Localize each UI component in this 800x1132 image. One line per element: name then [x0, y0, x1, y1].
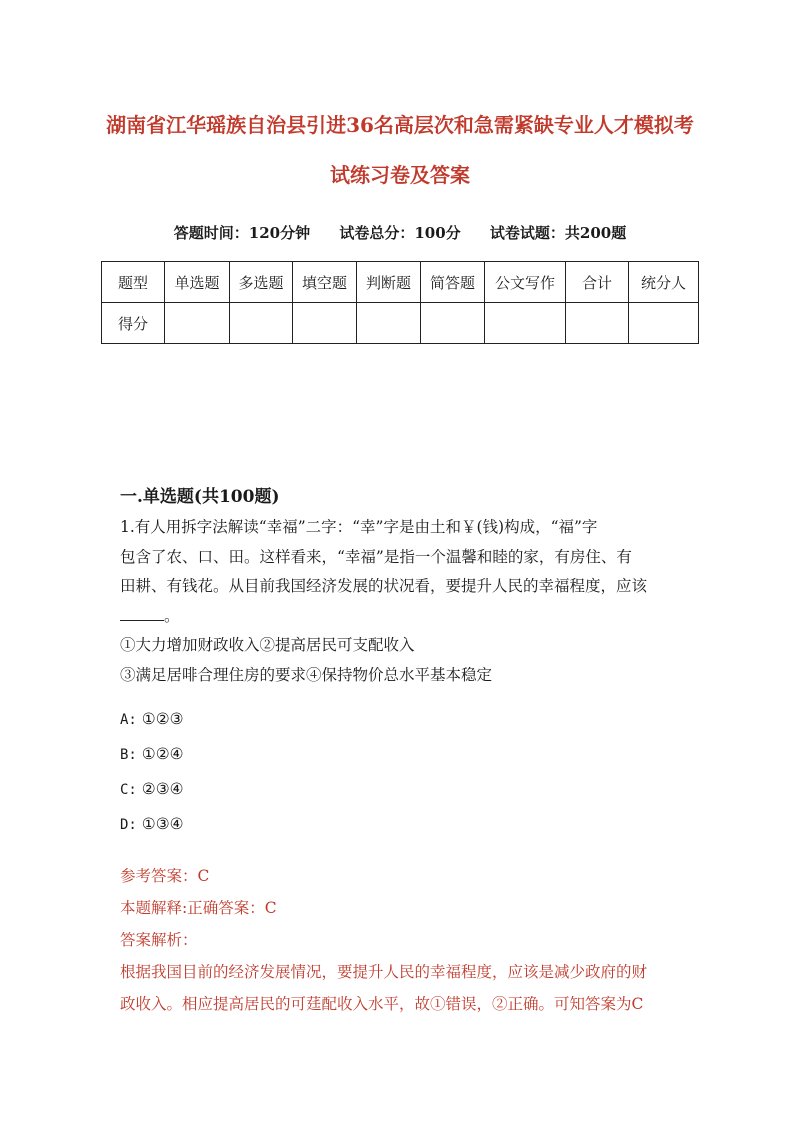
score-cell	[165, 303, 230, 344]
header-cell: 多选题	[230, 262, 293, 303]
option-key: B:	[120, 747, 137, 763]
option-key: A:	[120, 712, 137, 728]
score-cell	[357, 303, 421, 344]
score-cell	[629, 303, 699, 344]
question-text-line: 包含了农、口、田。这样看来，“幸福”是指一个温馨和睦的家，有房住、有	[120, 547, 632, 566]
question-end-mark: 。	[164, 606, 180, 625]
option-text: ①③④	[141, 815, 184, 833]
exam-meta	[0, 222, 800, 243]
analysis-line: 根据我国目前的经济发展情况，要提升人民的幸福程度，应该是减少政府的财	[120, 963, 648, 981]
exam-title	[0, 100, 800, 200]
exam-total-score: 试卷总分：100分	[339, 224, 461, 242]
option-c	[120, 772, 183, 807]
option-text: ②③④	[141, 780, 184, 798]
header-cell: 判断题	[357, 262, 421, 303]
question-options	[120, 702, 183, 842]
option-d	[120, 807, 183, 842]
score-row-label: 得分	[102, 303, 165, 344]
score-table	[101, 261, 699, 344]
score-table-header-row	[102, 262, 699, 303]
header-cell: 填空题	[293, 262, 357, 303]
analysis-line: 政收入。相应提高居民的可莛配收入水平，故①错误，②正确。可知答案为C	[120, 995, 644, 1013]
score-cell	[485, 303, 566, 344]
score-table-score-row	[102, 303, 699, 344]
question-statement: ③满足居啡合理住房的要求④保持物价总水平基本稳定	[120, 665, 493, 684]
reference-answer: 参考答案：C	[120, 867, 210, 885]
question-text-line: 1.有人用拆字法解读“幸福”二字：“幸”字是由土和￥(钱)构成，“福”字	[120, 518, 598, 536]
header-cell: 简答题	[421, 262, 485, 303]
header-cell: 单选题	[165, 262, 230, 303]
exam-title-line-1: 湖南省江华瑶族自治县引进36名高层次和急需紧缺专业人才模拟考	[106, 113, 694, 137]
question-text-line: 田耕、有钱花。从目前我国经济发展的状况看，要提升人民的幸福程度，应该	[120, 577, 648, 595]
score-cell	[293, 303, 357, 344]
header-cell: 公文写作	[485, 262, 566, 303]
option-text: ①②③	[141, 710, 184, 728]
header-cell: 统分人	[629, 262, 699, 303]
question-statement: ①大力增加财政收入②提高居民可支配收入	[120, 636, 415, 654]
score-cell	[230, 303, 293, 344]
option-b	[120, 737, 183, 772]
exam-question-count: 试卷试题：共200题	[489, 224, 627, 242]
answer-explanation: 本题解释:正确答案：C	[120, 899, 277, 917]
question-1	[120, 513, 680, 690]
answer-blank	[120, 602, 164, 621]
option-key: C:	[120, 782, 137, 798]
score-cell	[421, 303, 485, 344]
option-a	[120, 702, 183, 737]
exam-time: 答题时间：120分钟	[173, 224, 311, 242]
answer-block	[120, 860, 680, 1020]
question-blank-line	[120, 602, 680, 632]
option-text: ①②④	[141, 745, 184, 763]
option-key: D:	[120, 817, 137, 833]
section-title: 一.单选题(共100题)	[120, 487, 280, 507]
exam-title-line-2: 试练习卷及答案	[330, 163, 470, 187]
analysis-label: 答案解析：	[120, 931, 198, 949]
score-cell	[566, 303, 629, 344]
header-cell: 合计	[566, 262, 629, 303]
header-cell: 题型	[102, 262, 165, 303]
